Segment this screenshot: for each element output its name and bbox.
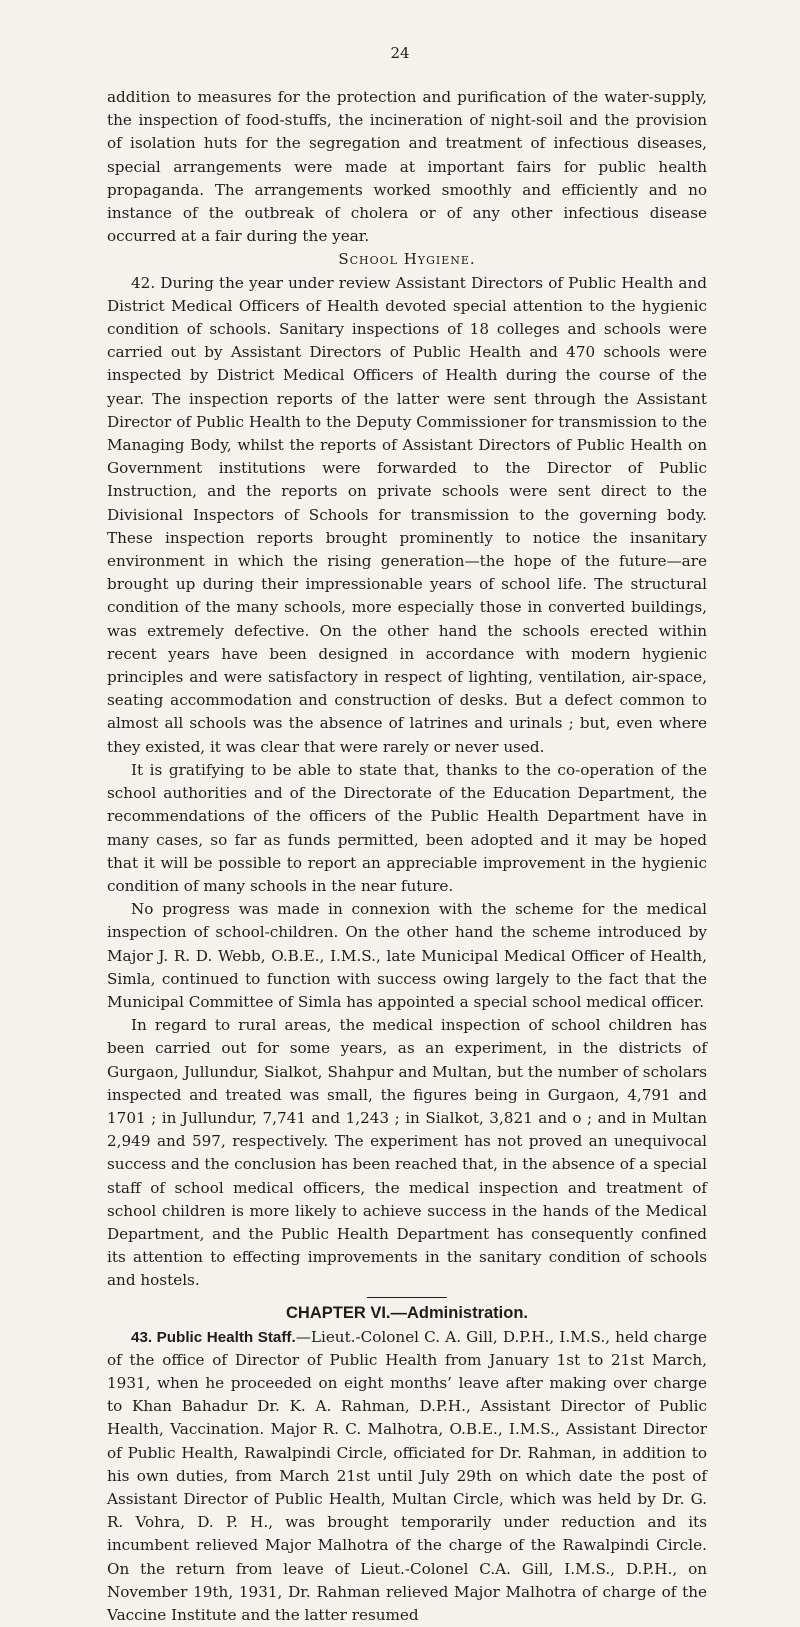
chapter-heading: CHAPTER VI.—Administration. [285, 1303, 528, 1322]
page-number: 24 [390, 44, 410, 62]
paragraph-rural-areas: In regard to rural areas, the medical inspection of school children has been carried out for some years, as an experiment, in the districts of Gurgaon, Jullundur, Sialkot, Shahpur and Multan, but the number of scholars inspected and treated was small, the figures being in Gurgaon, 4,791 and 1701 ; in Jullundur, 7,741 and 1,243 ; in Sialkot, 3,821 and o ; and in Multan 2,949 and 597, respectively. The experiment has not proved an unequivocal success and the conclusion has been reached that, in the absence of a special staff of school medical officers, the medical inspection and treatment of school children is more likely to achieve success in the hands of the Medical Department, and the Public Health Department has consequently confined its attention to effecting improvements in the sanitary condition of schools and hostels. [107, 1016, 707, 1290]
paragraph-intro: addition to measures for the protection and purification of the water-supply, the inspection of food-stuffs, the incineration of night-soil and the provision of isolation huts for the segregation and treatment of infectious diseases, special arrangements were made at important fairs for public health propaganda. The arrangements worked smoothly and efficiently and no instance of the outbreak of cholera or of any other infectious disease occurred at a fair during the year. [107, 88, 707, 246]
paragraph-42: 42. During the year under review Assistant Directors of Public Health and District Medical Officers of Health devoted special attention to the hygienic condition of schools. Sanitary inspections of 18 colleges and schools were carried out by Assistant Directors of Public Health and 470 schools were inspected by District Medical Officers of Health during the course of the year. The inspection reports of the latter were sent through the Assistant Director of Public Health to the Deputy Commissioner for transmission to the Managing Body, whilst the reports of Assistant Directors of Public Health on Government institutions were forwarded to the Director of Public Instruction, and the reports on private schools were sent direct to the Divisional Inspectors of Schools for transmission to the governing body. These inspection reports brought prominently to notice the insanitary environment in which the rising generation—the hope of the future—are brought up during their impressionable years of school life. The structural condition of the many schools, more especially those in converted buildings, was extremely defective. On the other hand the schools erected within recent years have been designed in accordance with modern hygienic principles and were satisfactory in respect of lighting, ventilation, air-space, seating accommodation and construction of desks. But a defect common to almost all schools was the absence of latrines and urinals ; but, even where they existed, it was clear that were rarely or never used. [107, 273, 707, 756]
paragraph-cooperation: It is gratifying to be able to state that, thanks to the co-operation of the school authorities and of the Directorate of the Education Department, the recommendations of the officers of the Public Health Department have in many cases, so far as funds permitted, been adopted and it may be hoped that it will be possible to report an appreciable improvement in the hygienic condition of many schools in the near future. [107, 760, 707, 895]
section-divider [367, 1297, 447, 1298]
section-heading-school-hygiene: School Hygiene. [338, 250, 476, 269]
paragraph-43-lead: 43. Public Health Staff. [131, 1328, 296, 1346]
body-text [107, 86, 707, 1627]
paragraph-medical-inspection: No progress was made in connexion with the scheme for the medical inspection of school-children. On the other hand the scheme introduced by Major J. R. D. Webb, O.B.E., I.M.S., late Municipal Medical Officer of Health, Simla, continued to function with success owing largely to the fact that the Municipal Committee of Simla has appointed a special school medical officer. [107, 900, 707, 1011]
paragraph-43-text: —Lieut.-Colonel C. A. Gill, D.P.H., I.M.S., held charge of the office of Director of Public Health from January 1st to 21st March, 1931, when he proceeded on eight months’ leave after making over charge to Khan Bahadur Dr. K. A. Rahman, D.P.H., Assistant Director of Public Health, Vaccination. Major R. C. Malhotra, O.B.E., I.M.S., Assistant Director of Public Health, Rawalpindi Circle, officiated for Dr. Rahman, in addition to his own duties, from March 21st until July 29th on which date the post of Assistant Director of Public Health, Multan Circle, which was held by Dr. G. R. Vohra, D. P. H., was brought temporarily under reduction and its incumbent relieved Major Malhotra of the charge of the Rawalpindi Circle. On the return from leave of Lieut.-Colonel C.A. Gill, I.M.S., D.P.H., on November 19th, 1931, Dr. Rahman relieved Major Malhotra of charge of the Vaccine Institute and the latter resumed [107, 1327, 707, 1624]
paragraph-43 [107, 1326, 707, 1627]
